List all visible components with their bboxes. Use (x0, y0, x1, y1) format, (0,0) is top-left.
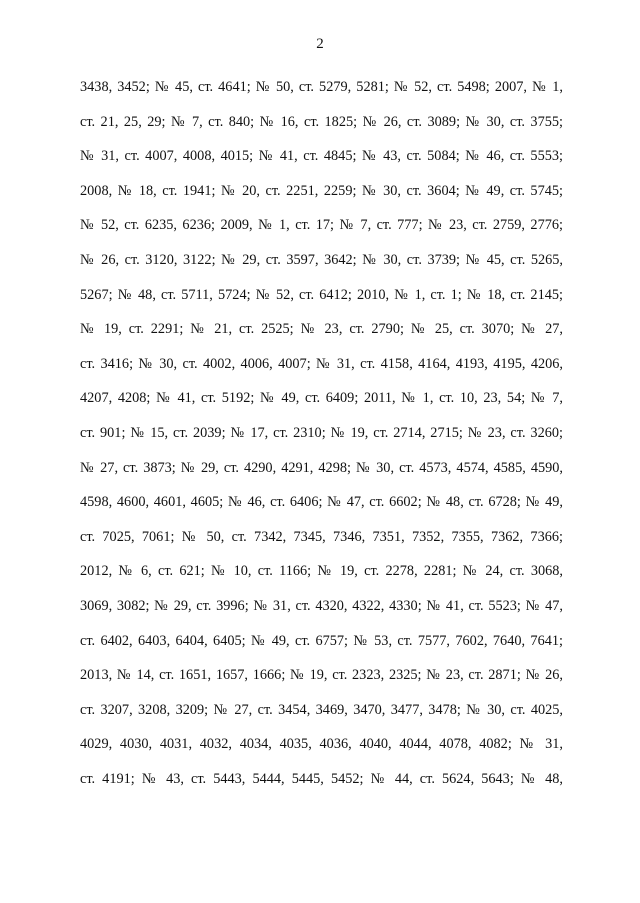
text-line: ст. 3207, 3208, 3209; № 27, ст. 3454, 3469, 3470, 3477, 3478; № 30, ст. 4025, (80, 701, 563, 718)
text-line: 2008, № 18, ст. 1941; № 20, ст. 2251, 2259; № 30, ст. 3604; № 49, ст. 5745; (80, 182, 563, 199)
document-body (80, 74, 563, 800)
text-line: 4207, 4208; № 41, ст. 5192; № 49, ст. 6409; 2011, № 1, ст. 10, 23, 54; № 7, (80, 390, 563, 407)
text-line: № 19, ст. 2291; № 21, ст. 2525; № 23, ст. 2790; № 25, ст. 3070; № 27, (80, 321, 563, 338)
text-line: ст. 4191; № 43, ст. 5443, 5444, 5445, 5452; № 44, ст. 5624, 5643; № 48, (80, 770, 563, 787)
text-line: ст. 21, 25, 29; № 7, ст. 840; № 16, ст. 1825; № 26, ст. 3089; № 30, ст. 3755; (80, 113, 563, 130)
text-line: № 52, ст. 6235, 6236; 2009, № 1, ст. 17; № 7, ст. 777; № 23, ст. 2759, 2776; (80, 217, 563, 234)
text-line: ст. 7025, 7061; № 50, ст. 7342, 7345, 7346, 7351, 7352, 7355, 7362, 7366; (80, 528, 563, 545)
text-line: ст. 3416; № 30, ст. 4002, 4006, 4007; № 31, ст. 4158, 4164, 4193, 4195, 4206, (80, 355, 563, 372)
text-line: 3069, 3082; № 29, ст. 3996; № 31, ст. 4320, 4322, 4330; № 41, ст. 5523; № 47, (80, 597, 563, 614)
text-line: 2013, № 14, ст. 1651, 1657, 1666; № 19, ст. 2323, 2325; № 23, ст. 2871; № 26, (80, 667, 563, 684)
text-line: № 31, ст. 4007, 4008, 4015; № 41, ст. 4845; № 43, ст. 5084; № 46, ст. 5553; (80, 148, 563, 165)
text-line: 3438, 3452; № 45, ст. 4641; № 50, ст. 5279, 5281; № 52, ст. 5498; 2007, № 1, (80, 79, 563, 95)
text-line: ст. 6402, 6403, 6404, 6405; № 49, ст. 6757; № 53, ст. 7577, 7602, 7640, 7641; (80, 632, 563, 649)
text-line: 4598, 4600, 4601, 4605; № 46, ст. 6406; № 47, ст. 6602; № 48, ст. 6728; № 49, (80, 494, 563, 511)
text-line: 5267; № 48, ст. 5711, 5724; № 52, ст. 6412; 2010, № 1, ст. 1; № 18, ст. 2145; (80, 286, 563, 303)
text-line: № 27, ст. 3873; № 29, ст. 4290, 4291, 4298; № 30, ст. 4573, 4574, 4585, 4590, (80, 459, 563, 476)
text-line: № 26, ст. 3120, 3122; № 29, ст. 3597, 3642; № 30, ст. 3739; № 45, ст. 5265, (80, 251, 563, 268)
text-line: 2012, № 6, ст. 621; № 10, ст. 1166; № 19, ст. 2278, 2281; № 24, ст. 3068, (80, 563, 563, 580)
text-line: 4029, 4030, 4031, 4032, 4034, 4035, 4036, 4040, 4044, 4078, 4082; № 31, (80, 736, 563, 753)
text-line: ст. 901; № 15, ст. 2039; № 17, ст. 2310; № 19, ст. 2714, 2715; № 23, ст. 3260; (80, 424, 563, 441)
page-number: 2 (316, 36, 324, 52)
